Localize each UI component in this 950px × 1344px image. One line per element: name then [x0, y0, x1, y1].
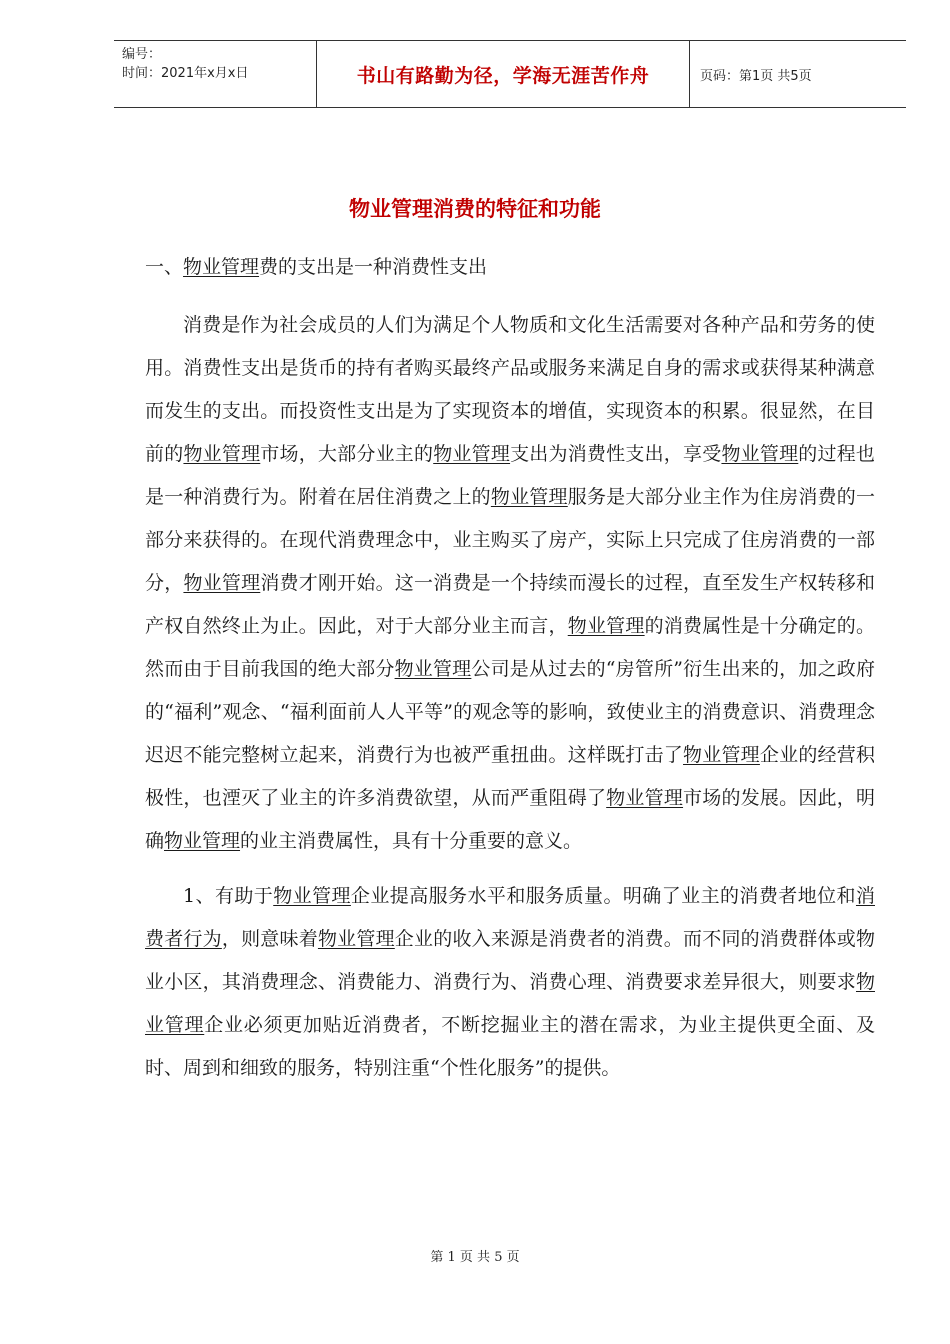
header-meta [114, 41, 316, 107]
page-footer: 第 1 页 共 5 页 [430, 1250, 520, 1265]
text-run: 的业主消费属性，具有十分重要的意义。 [240, 830, 583, 852]
text-run: 服务是大部分业主作为住房消费的一部分来获得的。在现代消费理念中，业主购买了房产，实际上只完成了住房消费的一部分， [145, 486, 875, 594]
link-term[interactable]: 物业管理 [164, 830, 241, 852]
link-term[interactable]: 物业管理 [183, 256, 260, 278]
link-term[interactable]: 物业管理 [721, 443, 799, 465]
paragraph-1 [145, 304, 875, 863]
document-header [114, 40, 906, 108]
link-term[interactable]: 物业管理 [567, 615, 645, 637]
link-term[interactable]: 物业管理 [683, 744, 760, 766]
text-run: 企业的经营积极性，也湮灭了业主的许多消费欲望，从而严重阻碍了 [145, 744, 875, 809]
link-term[interactable]: 物业管理 [317, 928, 395, 950]
text-run: 消费才刚开始。这一消费是一个持续而漫长的过程，直至发生产权转移和产权自然终止为止。因此，对于大部分业主而言， [145, 572, 875, 637]
heading-number: 一、 [145, 256, 184, 278]
document-title: 物业管理消费的特征和功能 [349, 197, 601, 221]
heading-text: 费的支出是一种消费性支出 [259, 256, 488, 278]
document-body [145, 246, 875, 1090]
text-run: 支出为消费性支出，享受 [510, 443, 722, 465]
text-run: 的消费属性是十分确定的。然而由于目前我国的绝大部分 [145, 615, 875, 680]
link-term[interactable]: 物业管理 [145, 971, 875, 1036]
link-term[interactable]: 物业管理 [433, 443, 511, 465]
text-run: 市场的发展。因此，明确 [145, 787, 875, 852]
text-run: 企业必须更加贴近消费者，不断挖掘业主的潜在需求，为业主提供更全面、及时、周到和细致的服务，特别注重“个性化服务”的提供。 [145, 1014, 875, 1079]
link-term[interactable]: 物业管理 [273, 885, 351, 907]
link-term[interactable]: 消费者行为 [145, 885, 875, 950]
link-term[interactable]: 物业管理 [606, 787, 684, 809]
text-run: 公司是从过去的“房管所”衍生出来的，加之政府的“福利”观念、“福利面前人人平等”的观念等的影响，致使业主的消费意识、消费理念迟迟不能完整树立起来，消费行为也被严重扭曲。这样既打击了 [145, 658, 875, 766]
text-run: 市场，大部分业主的 [260, 443, 434, 465]
link-term[interactable]: 物业管理 [490, 486, 568, 508]
text-run: ，则意味着 [221, 928, 318, 950]
paragraph-2 [145, 875, 875, 1090]
text-run: 企业的收入来源是消费者的消费。而不同的消费群体或物业小区，其消费理念、消费能力、消费行为、消费心理、消费要求差异很大，则要求 [145, 928, 875, 993]
text-run: 企业提高服务水平和服务质量。明确了业主的消费者地位和 [350, 885, 856, 907]
section-heading [145, 246, 875, 288]
text-run: 1、有助于 [183, 885, 274, 907]
time-label: 时间：2021年x月x日 [122, 66, 249, 81]
number-label: 编号： [122, 47, 162, 62]
link-term[interactable]: 物业管理 [394, 658, 472, 680]
header-motto: 书山有路勤为径，学海无涯苦作舟 [316, 41, 690, 107]
text-run: 消费是作为社会成员的人们为满足个人物质和文化生活需要对各种产品和劳务的使用。消费性支出是货币的持有者购买最终产品或服务来满足自身的需求或获得某种满意而发生的支出。而投资性支出是为了实现资本的增值，实现资本的积累。很显然，在目前的 [145, 314, 875, 465]
link-term[interactable]: 物业管理 [183, 443, 261, 465]
text-run: 的过程也是一种消费行为。附着在居住消费之上的 [145, 443, 875, 508]
header-page-info: 页码：第1页 共5页 [700, 68, 812, 84]
link-term[interactable]: 物业管理 [183, 572, 261, 594]
